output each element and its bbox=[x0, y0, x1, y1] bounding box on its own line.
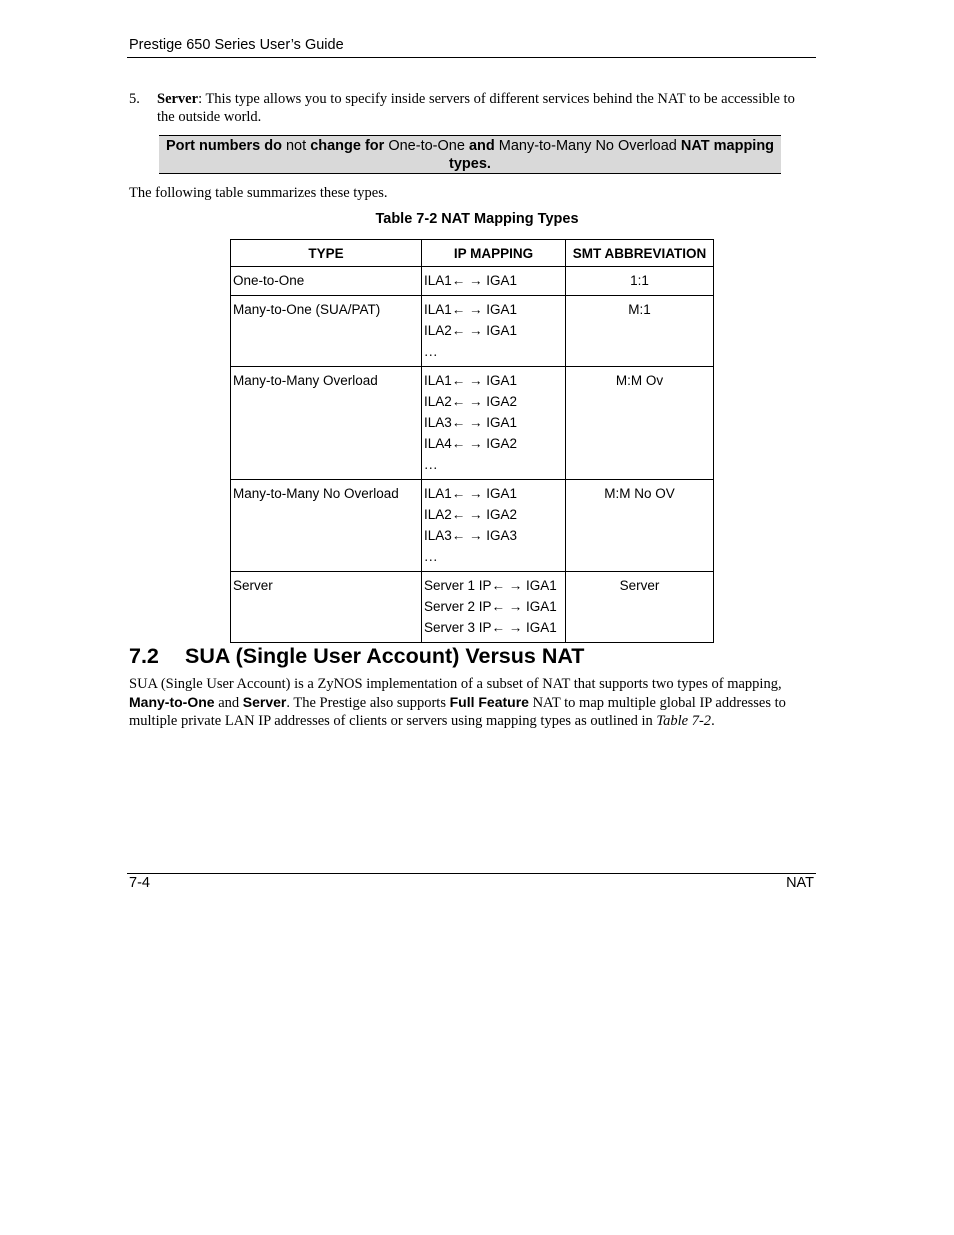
mapping-line: Server 3 IP← → IGA1 bbox=[424, 620, 557, 635]
paragraph-bold: Many-to-One bbox=[129, 694, 215, 710]
list-term: Server bbox=[157, 91, 199, 107]
cell-ip-mapping bbox=[422, 267, 566, 296]
mapping-line: ILA3← → IGA3 bbox=[424, 528, 518, 543]
cell-ip-mapping bbox=[422, 367, 566, 480]
cell-smt-abbreviation: 1:1 bbox=[566, 267, 714, 296]
header-rule bbox=[127, 57, 816, 58]
section-title: SUA (Single User Account) Versus NAT bbox=[185, 644, 585, 668]
note-text: and bbox=[468, 138, 495, 154]
note-box bbox=[159, 135, 781, 174]
cell-type: Many-to-One (SUA/PAT) bbox=[231, 296, 422, 367]
cell-smt-abbreviation: Server bbox=[566, 572, 714, 643]
mapping-line: ILA2← → IGA2 bbox=[424, 394, 518, 409]
mapping-line: ILA3← → IGA1 bbox=[424, 415, 518, 430]
mapping-line: Server 1 IP← → IGA1 bbox=[424, 578, 557, 593]
table-row bbox=[231, 480, 714, 572]
note-text: One-to-One bbox=[384, 138, 469, 154]
nat-mapping-table bbox=[230, 239, 714, 643]
mapping-line: Server 2 IP← → IGA1 bbox=[424, 599, 557, 614]
cell-type: Many-to-Many No Overload bbox=[231, 480, 422, 572]
note-text: Many-to-Many No Overload bbox=[494, 138, 681, 154]
mapping-line: … bbox=[424, 549, 438, 564]
cell-type: One-to-One bbox=[231, 267, 422, 296]
table-header-row bbox=[231, 240, 714, 267]
note-text: Port numbers do bbox=[165, 138, 282, 154]
cell-ip-mapping bbox=[422, 480, 566, 572]
paragraph-text: and bbox=[214, 695, 243, 711]
paragraph-text: . The Prestige also supports bbox=[286, 695, 450, 711]
note-text: change for bbox=[310, 138, 385, 154]
cell-ip-mapping bbox=[422, 296, 566, 367]
list-text: : This type allows you to specify inside servers of different services behind the NAT to be accessible to the outside world. bbox=[157, 91, 795, 125]
paragraph-text: NAT to map multiple global IP addresses to multiple private LAN IP addresses of clients or servers using mapping types as outlined in bbox=[129, 695, 786, 729]
section-number: 7.2 bbox=[129, 644, 159, 668]
mapping-line: ILA1← → IGA1 bbox=[424, 486, 518, 501]
table-row bbox=[231, 296, 714, 367]
mapping-line: ILA1← → IGA1 bbox=[424, 302, 518, 317]
note-text: NAT mapping types. bbox=[449, 138, 775, 172]
cell-type: Server bbox=[231, 572, 422, 643]
page-number: 7-4 bbox=[129, 875, 150, 891]
table-caption: Table 7-2 NAT Mapping Types bbox=[375, 211, 579, 227]
cell-smt-abbreviation: M:1 bbox=[566, 296, 714, 367]
mapping-line: ILA2← → IGA2 bbox=[424, 507, 518, 522]
column-header-type: TYPE bbox=[231, 240, 422, 267]
summary-text: The following table summarizes these types. bbox=[129, 185, 388, 201]
cell-ip-mapping bbox=[422, 572, 566, 643]
note-text: not bbox=[281, 138, 311, 154]
paragraph-bold: Full Feature bbox=[449, 694, 529, 710]
mapping-line: … bbox=[424, 457, 438, 472]
section-heading bbox=[129, 644, 584, 669]
column-header-smt-abbreviation: SMT ABBREVIATION bbox=[566, 240, 714, 267]
sua-paragraph bbox=[129, 675, 819, 730]
cell-smt-abbreviation: M:M No OV bbox=[566, 480, 714, 572]
table-row bbox=[231, 267, 714, 296]
footer-rule bbox=[127, 873, 816, 874]
cell-type: Many-to-Many Overload bbox=[231, 367, 422, 480]
mapping-line: ILA1← → IGA1 bbox=[424, 273, 518, 288]
mapping-line: ILA4← → IGA2 bbox=[424, 436, 518, 451]
paragraph-bold: Server bbox=[242, 694, 287, 710]
mapping-line: … bbox=[424, 344, 438, 359]
paragraph-text: SUA (Single User Account) is a ZyNOS implementation of a subset of NAT that supports two types of mapping, bbox=[129, 676, 782, 692]
cell-smt-abbreviation: M:M Ov bbox=[566, 367, 714, 480]
table-row bbox=[231, 572, 714, 643]
paragraph-text: . bbox=[711, 713, 715, 729]
chapter-name: NAT bbox=[786, 875, 814, 891]
list-item-server bbox=[129, 90, 809, 126]
mapping-line: ILA2← → IGA1 bbox=[424, 323, 518, 338]
list-number: 5. bbox=[129, 91, 140, 107]
table-reference: Table 7-2 bbox=[656, 713, 712, 729]
column-header-ip-mapping: IP MAPPING bbox=[422, 240, 566, 267]
table-row bbox=[231, 367, 714, 480]
mapping-line: ILA1← → IGA1 bbox=[424, 373, 518, 388]
running-header: Prestige 650 Series User’s Guide bbox=[129, 37, 344, 53]
